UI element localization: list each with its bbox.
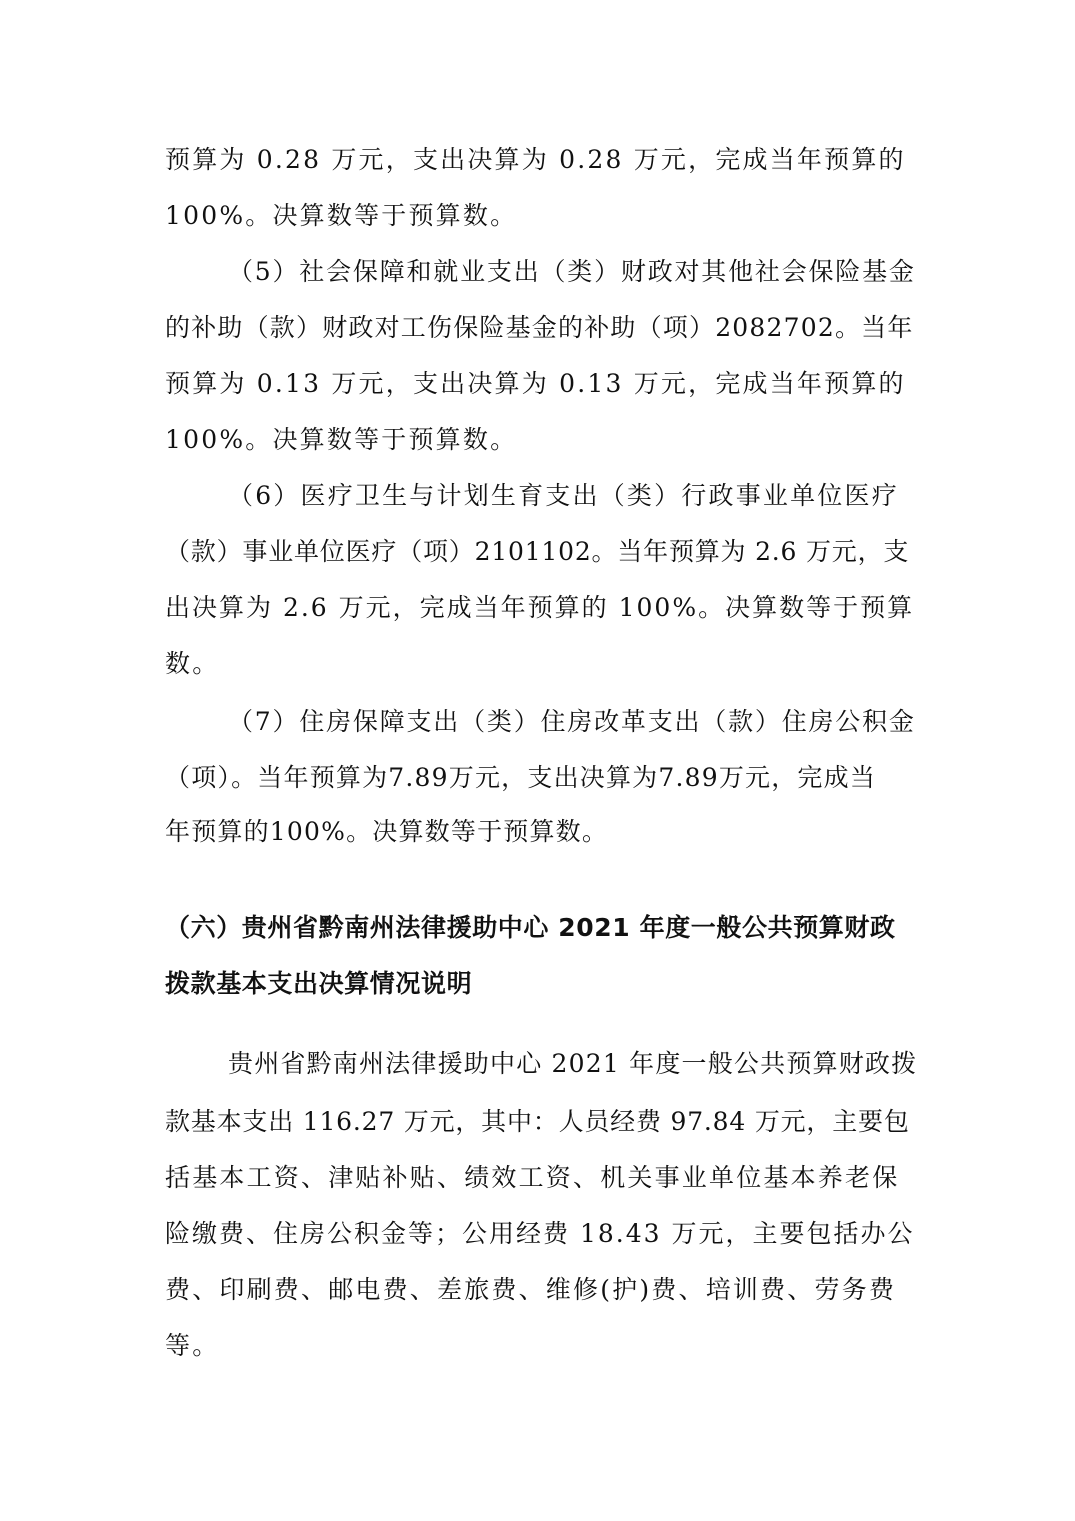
paragraph-start-line: （7）住房保障支出（类）住房改革支出（款）住房公积金 xyxy=(228,707,916,736)
text-line: 险缴费、住房公积金等；公用经费 18.43 万元，主要包括办公 xyxy=(165,1219,915,1248)
text-line: 预算为 0.13 万元，支出决算为 0.13 万元，完成当年预算的 xyxy=(165,369,906,398)
text-line: （项）。当年预算为7.89万元，支出决算为7.89万元，完成当 xyxy=(165,763,877,792)
text-line: 数。 xyxy=(165,649,220,678)
section-heading: 拨款基本支出决算情况说明 xyxy=(165,969,473,998)
text-line: 的补助（款）财政对工伤保险基金的补助（项）2082702。当年 xyxy=(165,313,914,342)
text-line: 款基本支出 116.27 万元，其中：人员经费 97.84 万元，主要包 xyxy=(165,1107,910,1136)
text-line: 等。 xyxy=(165,1331,220,1360)
text-line: 100%。决算数等于预算数。 xyxy=(165,425,518,454)
text-line: 费、印刷费、邮电费、差旅费、维修(护)费、培训费、劳务费 xyxy=(165,1275,897,1304)
paragraph-start-line: （6）医疗卫生与计划生育支出（类）行政事业单位医疗 xyxy=(228,481,899,510)
text-line: 年预算的100%。决算数等于预算数。 xyxy=(165,817,609,846)
text-line: 出决算为 2.6 万元，完成当年预算的 100%。决算数等于预算 xyxy=(165,593,915,622)
text-line: （款）事业单位医疗（项）2101102。当年预算为 2.6 万元，支 xyxy=(165,537,910,566)
text-line: 括基本工资、津贴补贴、绩效工资、机关事业单位基本养老保 xyxy=(165,1163,900,1192)
paragraph-start-line: 贵州省黔南州法律援助中心 2021 年度一般公共预算财政拨 xyxy=(228,1049,918,1078)
text-line: 100%。决算数等于预算数。 xyxy=(165,201,518,230)
paragraph-start-line: （5）社会保障和就业支出（类）财政对其他社会保险基金 xyxy=(228,257,916,286)
text-line: 预算为 0.28 万元，支出决算为 0.28 万元，完成当年预算的 xyxy=(165,145,906,174)
section-heading: （六）贵州省黔南州法律援助中心 2021 年度一般公共预算财政 xyxy=(165,913,896,942)
